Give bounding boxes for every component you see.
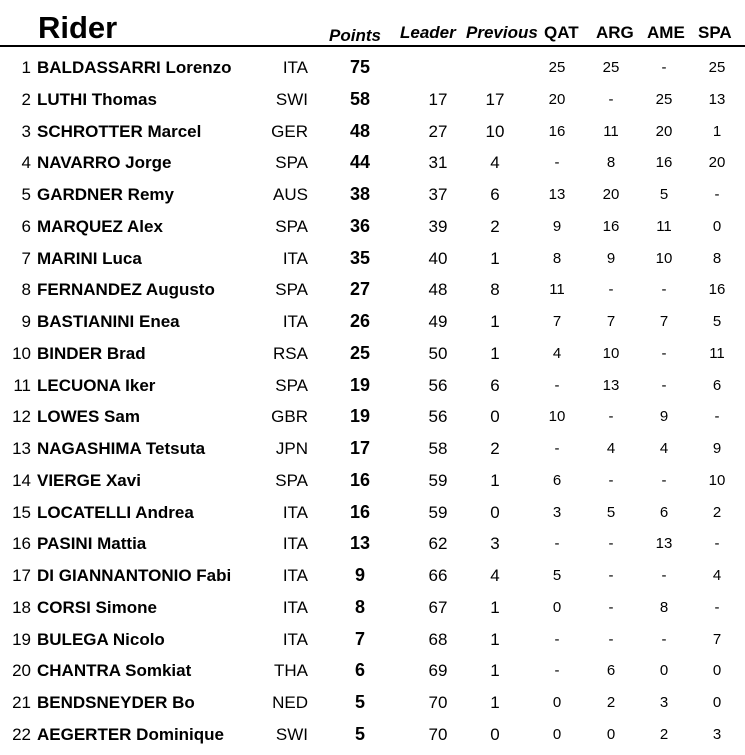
arg-result-cell: - xyxy=(608,630,614,648)
qat-result-cell: - xyxy=(554,440,560,457)
position-cell: 5 xyxy=(21,185,31,204)
ame-result-cell: 0 xyxy=(659,662,669,680)
position-cell: 7 xyxy=(21,248,31,268)
leader-gap-cell: 39 xyxy=(428,216,448,236)
qat-result-cell: 10 xyxy=(548,408,566,426)
spa-result-cell: 9 xyxy=(712,440,722,457)
position-cell: 13 xyxy=(12,439,31,458)
spa-result-cell: 7 xyxy=(712,630,722,648)
nation-cell: ITA xyxy=(282,58,308,77)
table-row xyxy=(0,56,745,88)
table-row xyxy=(0,374,745,406)
ame-result-cell: 9 xyxy=(659,408,669,426)
previous-gap-cell: 0 xyxy=(490,407,500,427)
spa-result-cell: 20 xyxy=(708,154,726,172)
position-cell: 19 xyxy=(12,629,31,649)
nation-cell: SWI xyxy=(275,724,308,744)
position-cell: 20 xyxy=(12,661,31,681)
arg-result-cell: 7 xyxy=(606,313,616,330)
nation-cell: SPA xyxy=(275,153,308,173)
arg-result-cell: 10 xyxy=(602,344,620,362)
arg-result-cell: 16 xyxy=(602,217,620,235)
spa-result-cell: 10 xyxy=(708,471,726,489)
arg-result-cell: 6 xyxy=(606,662,616,680)
table-row xyxy=(0,120,745,152)
arg-result-cell: - xyxy=(608,567,614,584)
nation-cell: SPA xyxy=(275,470,308,490)
rider-name-cell: SCHROTTER Marcel xyxy=(37,121,202,141)
qat-result-cell: 9 xyxy=(552,217,562,235)
qat-column-header: QAT xyxy=(544,23,579,42)
ame-result-cell: 13 xyxy=(655,535,673,553)
spa-result-cell: - xyxy=(714,535,720,553)
ame-result-cell: 20 xyxy=(655,122,673,140)
spa-result-cell: 8 xyxy=(712,249,722,267)
arg-result-cell: 4 xyxy=(606,440,616,457)
table-row xyxy=(0,596,745,628)
position-cell: 4 xyxy=(21,153,31,173)
points-cell: 19 xyxy=(349,374,371,395)
position-cell: 11 xyxy=(13,375,31,395)
arg-result-cell: 0 xyxy=(606,725,616,743)
leader-gap-cell: 68 xyxy=(428,629,448,649)
ame-result-cell: - xyxy=(661,376,667,394)
spa-result-cell: 11 xyxy=(709,344,725,362)
position-cell: 18 xyxy=(12,597,31,617)
table-row xyxy=(0,723,745,755)
qat-result-cell: 8 xyxy=(552,249,562,267)
leader-gap-cell: 17 xyxy=(428,89,448,109)
qat-result-cell: - xyxy=(554,154,560,172)
position-cell: 2 xyxy=(21,89,31,109)
previous-gap-cell: 2 xyxy=(490,439,500,458)
nation-cell: ITA xyxy=(282,566,308,585)
points-cell: 16 xyxy=(349,501,371,522)
qat-result-cell: 16 xyxy=(548,122,566,140)
arg-result-cell: 5 xyxy=(606,503,616,521)
rider-name-cell: PASINI Mattia xyxy=(37,534,147,554)
arg-result-cell: - xyxy=(608,471,614,489)
rider-name-cell: BENDSNEYDER Bo xyxy=(37,693,195,712)
spa-result-cell: - xyxy=(714,598,720,616)
ame-result-cell: 5 xyxy=(659,186,669,203)
position-cell: 3 xyxy=(21,121,31,141)
rider-name-cell: DI GIANNANTONIO Fabi xyxy=(37,566,232,585)
position-cell: 22 xyxy=(12,724,31,744)
previous-gap-cell: 3 xyxy=(490,534,500,554)
rider-column-header: Rider xyxy=(38,10,118,45)
position-cell: 1 xyxy=(21,58,31,77)
arg-result-cell: - xyxy=(608,281,614,299)
qat-result-cell: 25 xyxy=(548,59,566,76)
qat-result-cell: - xyxy=(554,376,560,394)
nation-cell: SPA xyxy=(275,216,308,236)
arg-result-cell: - xyxy=(608,535,614,553)
nation-cell: ITA xyxy=(282,502,308,522)
rider-name-cell: MARINI Luca xyxy=(37,248,142,268)
spa-result-cell: 16 xyxy=(708,281,726,299)
table-row xyxy=(0,691,745,723)
table-row xyxy=(0,310,745,342)
leader-gap-cell: 66 xyxy=(428,566,448,585)
position-cell: 16 xyxy=(12,534,31,554)
arg-result-cell: 2 xyxy=(606,694,616,711)
nation-cell: ITA xyxy=(282,534,308,554)
previous-gap-cell: 1 xyxy=(490,661,500,681)
ame-result-cell: 25 xyxy=(655,90,673,108)
rider-name-cell: BALDASSARRI Lorenzo xyxy=(37,58,232,77)
rider-name-cell: GARDNER Remy xyxy=(37,185,174,204)
nation-cell: SPA xyxy=(275,375,308,395)
ame-result-cell: 16 xyxy=(655,154,673,172)
qat-result-cell: - xyxy=(554,630,560,648)
table-row xyxy=(0,151,745,183)
ame-result-cell: 4 xyxy=(659,440,669,457)
spa-result-cell: 0 xyxy=(712,217,722,235)
rider-name-cell: AEGERTER Dominique xyxy=(37,724,225,744)
nation-cell: GBR xyxy=(271,407,308,427)
points-cell: 26 xyxy=(349,311,371,331)
rider-name-cell: NAGASHIMA Tetsuta xyxy=(37,439,206,458)
points-cell: 75 xyxy=(349,57,371,77)
table-row xyxy=(0,88,745,120)
table-row xyxy=(0,628,745,660)
points-cell: 35 xyxy=(349,247,371,268)
table-row xyxy=(0,659,745,691)
rider-name-cell: VIERGE Xavi xyxy=(37,470,141,490)
spa-result-cell: 6 xyxy=(712,376,722,394)
previous-gap-cell: 4 xyxy=(490,566,500,585)
position-cell: 12 xyxy=(12,407,31,427)
ame-result-cell: - xyxy=(661,471,667,489)
ame-result-cell: 8 xyxy=(659,598,669,616)
qat-result-cell: 0 xyxy=(552,725,562,743)
nation-cell: ITA xyxy=(282,597,308,617)
nation-cell: AUS xyxy=(273,185,308,204)
arg-result-cell: 20 xyxy=(602,186,620,203)
points-cell: 6 xyxy=(354,660,365,681)
spa-result-cell: - xyxy=(714,408,720,426)
nation-cell: SPA xyxy=(275,280,308,300)
points-cell: 58 xyxy=(349,88,371,109)
ame-result-cell: 3 xyxy=(659,694,669,711)
points-cell: 27 xyxy=(349,279,371,300)
rider-name-cell: CHANTRA Somkiat xyxy=(37,661,192,681)
leader-gap-cell: 27 xyxy=(428,121,448,141)
spa-result-cell: 2 xyxy=(712,503,722,521)
nation-cell: ITA xyxy=(282,312,308,331)
rider-name-cell: FERNANDEZ Augusto xyxy=(37,280,215,300)
table-row xyxy=(0,501,745,533)
nation-cell: JPN xyxy=(275,439,308,458)
leader-gap-cell: 59 xyxy=(428,470,448,490)
ame-result-cell: - xyxy=(661,344,667,362)
points-cell: 5 xyxy=(354,692,365,712)
previous-gap-cell: 6 xyxy=(490,185,500,204)
previous-gap-cell: 6 xyxy=(490,375,500,395)
qat-result-cell: 0 xyxy=(552,694,562,711)
previous-gap-cell: 2 xyxy=(490,216,500,236)
arg-result-cell: - xyxy=(608,90,614,108)
rider-name-cell: BASTIANINI Enea xyxy=(37,312,180,331)
arg-result-cell: 8 xyxy=(606,154,616,172)
position-cell: 10 xyxy=(12,343,31,363)
leader-gap-cell: 70 xyxy=(428,724,448,744)
spa-result-cell: 0 xyxy=(712,694,722,711)
points-cell: 8 xyxy=(354,596,365,617)
ame-result-cell: 10 xyxy=(655,249,673,267)
qat-result-cell: 20 xyxy=(548,90,566,108)
points-cell: 19 xyxy=(349,406,371,427)
spa-result-cell: 4 xyxy=(712,567,722,584)
spa-result-cell: 1 xyxy=(712,122,722,140)
leader-gap-cell: 59 xyxy=(428,502,448,522)
ame-result-cell: 6 xyxy=(659,503,669,521)
leader-column-header: Leader xyxy=(400,23,456,42)
spa-result-cell: 3 xyxy=(712,725,722,743)
ame-column-header: AME xyxy=(647,23,685,42)
arg-result-cell: 11 xyxy=(603,122,619,140)
arg-result-cell: - xyxy=(608,598,614,616)
nation-cell: GER xyxy=(271,121,308,141)
previous-gap-cell: 1 xyxy=(490,343,500,363)
ame-result-cell: - xyxy=(661,567,667,584)
table-row xyxy=(0,247,745,279)
nation-cell: NED xyxy=(272,693,308,712)
rider-name-cell: CORSI Simone xyxy=(37,597,157,617)
rider-name-cell: LOWES Sam xyxy=(37,407,140,427)
points-cell: 25 xyxy=(349,342,371,363)
previous-gap-cell: 1 xyxy=(490,693,500,712)
qat-result-cell: 11 xyxy=(549,281,565,299)
rider-name-cell: LUTHI Thomas xyxy=(37,89,157,109)
rider-name-cell: BULEGA Nicolo xyxy=(37,629,165,649)
leader-gap-cell: 37 xyxy=(428,185,448,204)
arg-result-cell: 25 xyxy=(602,59,620,76)
table-header xyxy=(0,0,745,46)
points-cell: 17 xyxy=(349,438,371,458)
rider-name-cell: NAVARRO Jorge xyxy=(37,153,172,173)
leader-gap-cell: 70 xyxy=(428,693,448,712)
spa-result-cell: 13 xyxy=(708,90,726,108)
points-column-header: Points xyxy=(329,26,381,45)
table-row xyxy=(0,564,745,596)
rider-name-cell: MARQUEZ Alex xyxy=(37,216,163,236)
rider-name-cell: BINDER Brad xyxy=(37,343,146,363)
points-cell: 9 xyxy=(354,565,365,585)
nation-cell: THA xyxy=(274,661,308,681)
points-cell: 36 xyxy=(349,215,371,236)
points-cell: 5 xyxy=(354,723,365,744)
previous-gap-cell: 4 xyxy=(490,153,500,173)
table-row xyxy=(0,278,745,310)
arg-result-cell: - xyxy=(608,408,614,426)
nation-cell: ITA xyxy=(282,248,308,268)
ame-result-cell: - xyxy=(661,630,667,648)
leader-gap-cell: 50 xyxy=(428,343,448,363)
qat-result-cell: 3 xyxy=(552,503,562,521)
standings-table-body xyxy=(0,56,745,755)
table-row xyxy=(0,183,745,215)
nation-cell: ITA xyxy=(282,629,308,649)
previous-gap-cell: 1 xyxy=(490,629,500,649)
points-cell: 38 xyxy=(349,184,371,204)
leader-gap-cell: 67 xyxy=(428,597,448,617)
leader-gap-cell: 69 xyxy=(428,661,448,681)
leader-gap-cell: 56 xyxy=(428,375,448,395)
table-row xyxy=(0,437,745,469)
previous-gap-cell: 1 xyxy=(490,597,500,617)
arg-result-cell: 13 xyxy=(602,376,620,394)
points-cell: 44 xyxy=(349,152,371,173)
rider-name-cell: LECUONA Iker xyxy=(37,375,156,395)
previous-gap-cell: 1 xyxy=(490,248,500,268)
qat-result-cell: 5 xyxy=(552,567,562,584)
previous-gap-cell: 1 xyxy=(490,312,500,331)
leader-gap-cell: 49 xyxy=(428,312,448,331)
ame-result-cell: 11 xyxy=(656,217,672,235)
nation-cell: RSA xyxy=(273,343,308,363)
previous-gap-cell: 0 xyxy=(490,502,500,522)
previous-gap-cell: 0 xyxy=(490,724,500,744)
ame-result-cell: 7 xyxy=(659,313,669,330)
leader-gap-cell: 58 xyxy=(428,439,448,458)
points-cell: 13 xyxy=(349,533,371,554)
ame-result-cell: - xyxy=(661,59,667,76)
table-row xyxy=(0,215,745,247)
position-cell: 6 xyxy=(21,216,31,236)
arg-column-header: ARG xyxy=(596,23,634,42)
spa-column-header: SPA xyxy=(698,23,732,42)
points-cell: 48 xyxy=(349,120,371,141)
qat-result-cell: 4 xyxy=(552,344,562,362)
table-row xyxy=(0,342,745,374)
table-row xyxy=(0,532,745,564)
previous-gap-cell: 17 xyxy=(485,89,505,109)
ame-result-cell: 2 xyxy=(659,725,669,743)
spa-result-cell: - xyxy=(714,186,720,203)
nation-cell: SWI xyxy=(275,89,308,109)
header-divider xyxy=(0,45,745,47)
leader-gap-cell: 48 xyxy=(428,280,448,300)
points-cell: 16 xyxy=(349,469,371,490)
leader-gap-cell: 62 xyxy=(428,534,448,554)
rider-name-cell: LOCATELLI Andrea xyxy=(37,502,194,522)
position-cell: 8 xyxy=(21,280,31,300)
position-cell: 21 xyxy=(12,693,31,712)
position-cell: 17 xyxy=(12,566,31,585)
position-cell: 14 xyxy=(12,470,31,490)
qat-result-cell: 13 xyxy=(548,186,566,203)
qat-result-cell: - xyxy=(554,662,560,680)
qat-result-cell: 0 xyxy=(552,598,562,616)
leader-gap-cell: 56 xyxy=(428,407,448,427)
spa-result-cell: 0 xyxy=(712,662,722,680)
position-cell: 9 xyxy=(21,312,31,331)
spa-result-cell: 25 xyxy=(708,59,726,76)
points-cell: 7 xyxy=(354,628,365,649)
ame-result-cell: - xyxy=(661,281,667,299)
table-row xyxy=(0,405,745,437)
previous-column-header: Previous xyxy=(466,23,538,42)
previous-gap-cell: 10 xyxy=(485,121,505,141)
arg-result-cell: 9 xyxy=(606,249,616,267)
leader-gap-cell: 31 xyxy=(428,153,448,173)
qat-result-cell: 7 xyxy=(552,313,562,330)
qat-result-cell: 6 xyxy=(552,471,562,489)
table-row xyxy=(0,469,745,501)
previous-gap-cell: 8 xyxy=(490,280,500,300)
qat-result-cell: - xyxy=(554,535,560,553)
previous-gap-cell: 1 xyxy=(490,470,500,490)
spa-result-cell: 5 xyxy=(712,313,722,330)
position-cell: 15 xyxy=(12,502,31,522)
leader-gap-cell: 40 xyxy=(428,248,448,268)
